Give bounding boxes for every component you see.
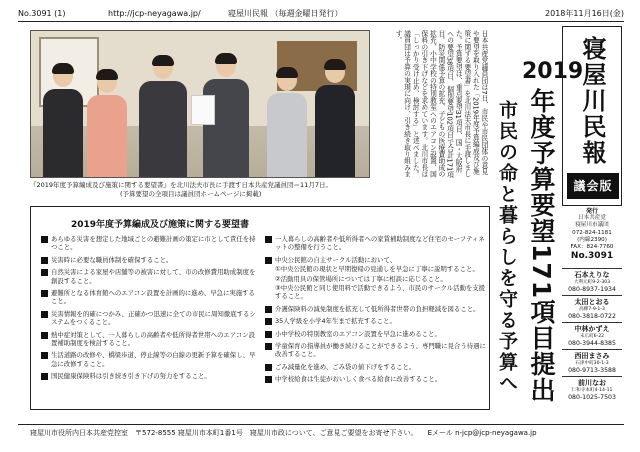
lead-article: 日本共産党議員団は7日、市民や市民団体の意見や要望を取り入れた「2019年度予算編成及び施策に関する要望書」を北川法夫市長に手渡しました。予算要望は、重点要望31項目、国・大阪府への要望38項目、個別要望102項目で合計171項目。防災関係予算の拡充、子どもの医療費助成の拡充、小中学校の特別教室へのエアコン設置、国保料の引き下げなどを求めています。北川市長は「しっかり受け止め、検討する」と述べました。議員団は予算の実現に向け、引き続き取り組みます。 <box>394 30 488 178</box>
publisher-org: 寝屋川市議団 <box>575 222 609 229</box>
square-bullet-icon <box>41 311 48 318</box>
member-address: 高柳7-9-1-3 <box>579 307 605 312</box>
request-item: 学童保育の指導員が働き続けることができるよう、専門職に見合う待遇に改善すること。 <box>265 342 487 359</box>
publisher-info <box>562 208 622 260</box>
request-item: 中央公民館の自主サークル活動において、 <box>265 256 487 264</box>
photo-person <box>139 57 187 177</box>
square-bullet-icon <box>265 343 272 350</box>
publisher-tel: 072-824-1181 <box>572 229 612 236</box>
member-name: 前川なお <box>578 379 606 387</box>
paper-name: 寝屋川民報 （毎週金曜日発行） <box>228 8 343 18</box>
header-bar <box>18 6 624 20</box>
square-bullet-icon <box>41 269 48 276</box>
member-tel: 080-8937-1934 <box>568 286 616 293</box>
request-item: 国民健康保険料は引き続き引き下げの努力をすること。 <box>41 372 259 380</box>
member-card <box>562 268 622 295</box>
photo-document <box>191 95 215 125</box>
member-name: 太田とおる <box>574 298 610 306</box>
member-card <box>562 349 622 376</box>
caption-line: (予算要望の全項目は議員団ホームページに掲載) <box>120 190 262 198</box>
member-tel: 080-1025-7503 <box>568 394 616 401</box>
request-box-title: 2019年度予算編成及び施策に関する要望書 <box>71 220 250 230</box>
request-item: 避難所となる体育館へのエアコン設置を計画的に進め、早急に実施すること。 <box>41 289 259 306</box>
headline-year: 2019 <box>522 59 584 84</box>
square-bullet-icon <box>41 352 48 359</box>
request-item: 35人学級を小学4年生まで拡充すること。 <box>265 317 487 325</box>
square-bullet-icon <box>41 290 48 297</box>
square-bullet-icon <box>265 376 272 383</box>
member-card <box>562 322 622 349</box>
square-bullet-icon <box>41 373 48 380</box>
member-address: 石津中町30-1-3 <box>575 361 609 366</box>
photo-person <box>43 65 83 177</box>
bottom-rule <box>18 424 624 425</box>
headline-main: 年度予算要望171項目提出 <box>527 88 556 404</box>
square-bullet-icon <box>265 331 272 338</box>
issue-date: 2018年11月16日(金) <box>545 8 624 18</box>
caption-line: 『2019年度予算編成及び施策に関する要望書』を北川法夫市長に手渡す日本共産党議員団＝11月7日。 <box>30 181 332 189</box>
request-item: あらゆる災害を想定した地域ごとの避難計画の策定に市として責任を持つこと。 <box>41 235 259 252</box>
member-card <box>562 376 622 403</box>
request-item: 災害情報を的確につかみ、正確かつ迅速に全ての市民に周知徹底するシステムをつくること。 <box>41 310 259 327</box>
request-subitem: ①中央公民館の現状と早期復帰の見通しを早急に丁寧に説明すること。 <box>275 265 479 274</box>
request-item: 一人暮らしの高齢者や低所得者への家賃補助制度など住宅のセーフティネットの整備を行うこと。 <box>265 235 487 252</box>
member-name: 石本えりな <box>574 271 610 279</box>
square-bullet-icon <box>41 332 48 339</box>
request-item: 災害時に必要な職員体制を確保すること。 <box>41 256 259 264</box>
press-photo <box>30 30 370 178</box>
member-list <box>562 268 622 403</box>
request-item: ごみ減量化を進め、ごみ袋の値下げをすること。 <box>265 363 487 371</box>
website-link[interactable]: http://jcp-neyagawa.jp/ <box>108 8 201 18</box>
member-card <box>562 295 622 322</box>
member-tel: 080-3818-0722 <box>568 313 616 320</box>
issue-number: No.3091 (1) <box>18 8 66 18</box>
photo-person <box>87 71 127 177</box>
photo-person <box>267 69 307 177</box>
member-address: 大利元町9-2-303 <box>573 280 611 285</box>
request-box <box>30 206 490 410</box>
member-tel: 080-9713-3588 <box>568 367 616 374</box>
photo-caption <box>30 181 375 199</box>
request-column-right <box>265 235 487 388</box>
footer-email[interactable]: Eメール n-jcp@jcp-neyagawa.jp <box>427 429 537 437</box>
photo-person <box>315 61 355 177</box>
publisher-ext: (内線2390) <box>577 236 607 243</box>
member-address: 末広町6-22 <box>579 334 605 339</box>
masthead-title: 寝屋川民報 <box>578 36 607 166</box>
headline-sub: 市民の命と暮らしを守る予算へ <box>496 100 518 394</box>
square-bullet-icon <box>41 236 48 243</box>
request-subitem: ③中央公民館と同じ使用料で活動できるよう、市民のサークル活動を支援すること。 <box>275 284 486 301</box>
request-subitem: ②活動用具の保管場所については丁寧に相談に応じること。 <box>275 274 447 283</box>
headline <box>490 32 584 410</box>
request-item: 生活道路の改修や、橋梁歩道、停止線等の白線の更新予算を確保し、早急に改修すること。 <box>41 351 259 368</box>
square-bullet-icon <box>265 236 272 243</box>
masthead-subtitle: 議会版 <box>567 173 619 199</box>
request-item: 小中学校の特別教室のエアコン設置を早急に進めること。 <box>265 330 487 338</box>
square-bullet-icon <box>265 306 272 313</box>
request-item: 熱中症対策として、一人暮らしの高齢者や低所得者世帯へのエアコン設置補助制度を検討すること。 <box>41 331 259 348</box>
member-tel: 080-3944-8385 <box>568 340 616 347</box>
member-address: 仁和寺本町4-14-11 <box>571 388 613 393</box>
footer <box>30 428 624 438</box>
square-bullet-icon <box>265 364 272 371</box>
square-bullet-icon <box>41 257 48 264</box>
masthead <box>562 26 622 206</box>
member-name: 西田まさみ <box>574 352 610 360</box>
top-rule <box>18 21 624 22</box>
request-item: 自然災害による家屋や店舗等の被害に対して、市の改修費用助成制度を創設すること。 <box>41 268 259 285</box>
request-column-left <box>41 235 259 385</box>
publisher-label: 発行 <box>585 208 598 215</box>
square-bullet-icon <box>265 318 272 325</box>
request-item: 介護保険料の減免制度を拡充して低所得者世帯の負担軽減を図ること。 <box>265 305 487 313</box>
request-item: 中学校給食は生徒がおいしく食べる給食に改善すること。 <box>265 375 487 383</box>
publisher-number: No.3091 <box>570 251 614 262</box>
member-name: 中林かずえ <box>574 325 610 333</box>
footer-address: 寝屋川市役所内日本共産党控室 〒572-8555 寝屋川市本町1番1号 寝屋川市政について、ご意見ご要望をお寄せ下さい。 <box>30 429 418 437</box>
publisher-fax: FAX：824-7760 <box>570 244 614 251</box>
publisher-org: 日本共産党 <box>578 215 606 222</box>
square-bullet-icon <box>265 257 272 264</box>
